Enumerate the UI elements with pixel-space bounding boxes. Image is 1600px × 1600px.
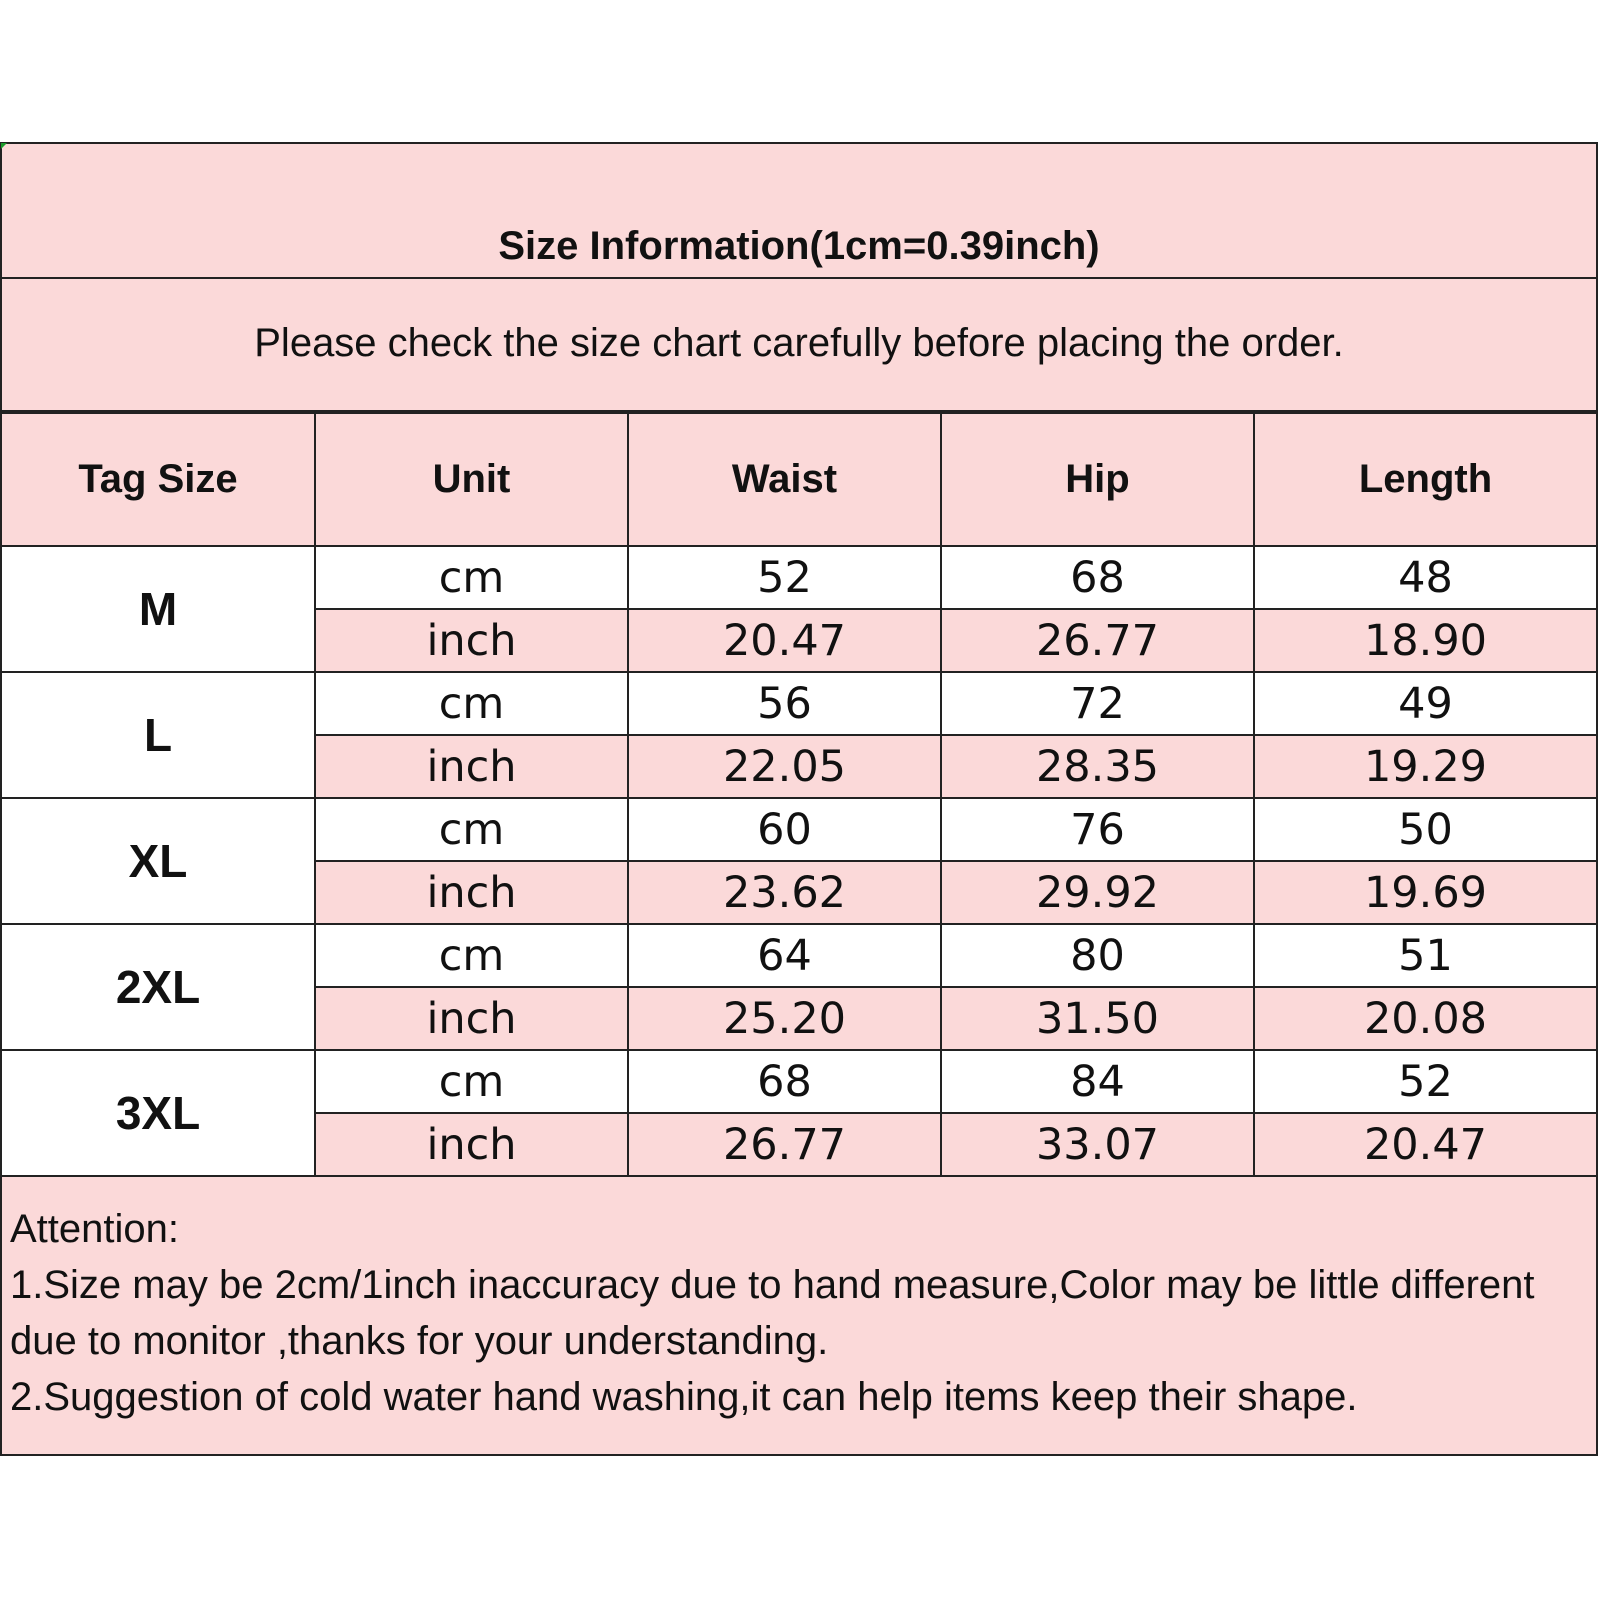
size-note: Please check the size chart carefully before placing the order. — [254, 321, 1344, 365]
waist-cell: 68 — [628, 1050, 941, 1113]
unit-cell: cm — [315, 1050, 628, 1113]
waist-cell: 56 — [628, 672, 941, 735]
tag-size-cell: L — [2, 672, 315, 798]
length-cell: 48 — [1254, 546, 1596, 609]
title-row — [2, 144, 1596, 279]
unit-cell: inch — [315, 861, 628, 924]
hip-cell: 76 — [941, 798, 1254, 861]
header-length: Length — [1254, 413, 1596, 546]
header-waist: Waist — [628, 413, 941, 546]
corner-marker — [1, 143, 7, 149]
waist-cell: 26.77 — [628, 1113, 941, 1176]
length-cell: 52 — [1254, 1050, 1596, 1113]
waist-cell: 22.05 — [628, 735, 941, 798]
table-row — [2, 798, 1596, 861]
note-row — [2, 279, 1596, 412]
tag-size-cell: 2XL — [2, 924, 315, 1050]
unit-cell: cm — [315, 546, 628, 609]
size-chart — [0, 142, 1598, 1456]
waist-cell: 64 — [628, 924, 941, 987]
page-title: Size Information(1cm=0.39inch) — [498, 224, 1100, 268]
hip-cell: 80 — [941, 924, 1254, 987]
header-tag-size: Tag Size — [2, 413, 315, 546]
length-cell: 19.29 — [1254, 735, 1596, 798]
hip-cell: 28.35 — [941, 735, 1254, 798]
table-row — [2, 1050, 1596, 1113]
unit-cell: cm — [315, 672, 628, 735]
length-cell: 19.69 — [1254, 861, 1596, 924]
attention-line-2: 2.Suggestion of cold water hand washing,it can help items keep their shape. — [10, 1375, 1358, 1419]
unit-cell: cm — [315, 924, 628, 987]
hip-cell: 68 — [941, 546, 1254, 609]
tag-size-cell: M — [2, 546, 315, 672]
attention-heading: Attention: — [10, 1207, 180, 1251]
hip-cell: 31.50 — [941, 987, 1254, 1050]
table-row — [2, 672, 1596, 735]
hip-cell: 33.07 — [941, 1113, 1254, 1176]
waist-cell: 25.20 — [628, 987, 941, 1050]
waist-cell: 52 — [628, 546, 941, 609]
header-unit: Unit — [315, 413, 628, 546]
hip-cell: 29.92 — [941, 861, 1254, 924]
waist-cell: 23.62 — [628, 861, 941, 924]
hip-cell: 84 — [941, 1050, 1254, 1113]
length-cell: 18.90 — [1254, 609, 1596, 672]
length-cell: 49 — [1254, 672, 1596, 735]
table-row — [2, 546, 1596, 609]
length-cell: 50 — [1254, 798, 1596, 861]
unit-cell: inch — [315, 609, 628, 672]
hip-cell: 26.77 — [941, 609, 1254, 672]
length-cell: 20.08 — [1254, 987, 1596, 1050]
attention-section — [10, 1201, 1588, 1425]
waist-cell: 60 — [628, 798, 941, 861]
unit-cell: inch — [315, 735, 628, 798]
hip-cell: 72 — [941, 672, 1254, 735]
header-hip: Hip — [941, 413, 1254, 546]
table-header-row — [2, 413, 1596, 546]
length-cell: 51 — [1254, 924, 1596, 987]
size-table — [2, 412, 1596, 1177]
unit-cell: inch — [315, 987, 628, 1050]
tag-size-cell: XL — [2, 798, 315, 924]
table-row — [2, 924, 1596, 987]
unit-cell: cm — [315, 798, 628, 861]
unit-cell: inch — [315, 1113, 628, 1176]
tag-size-cell: 3XL — [2, 1050, 315, 1176]
waist-cell: 20.47 — [628, 609, 941, 672]
attention-line-1: 1.Size may be 2cm/1inch inaccuracy due to hand measure,Color may be little different due to monitor ,thanks for your understanding. — [10, 1263, 1535, 1363]
length-cell: 20.47 — [1254, 1113, 1596, 1176]
